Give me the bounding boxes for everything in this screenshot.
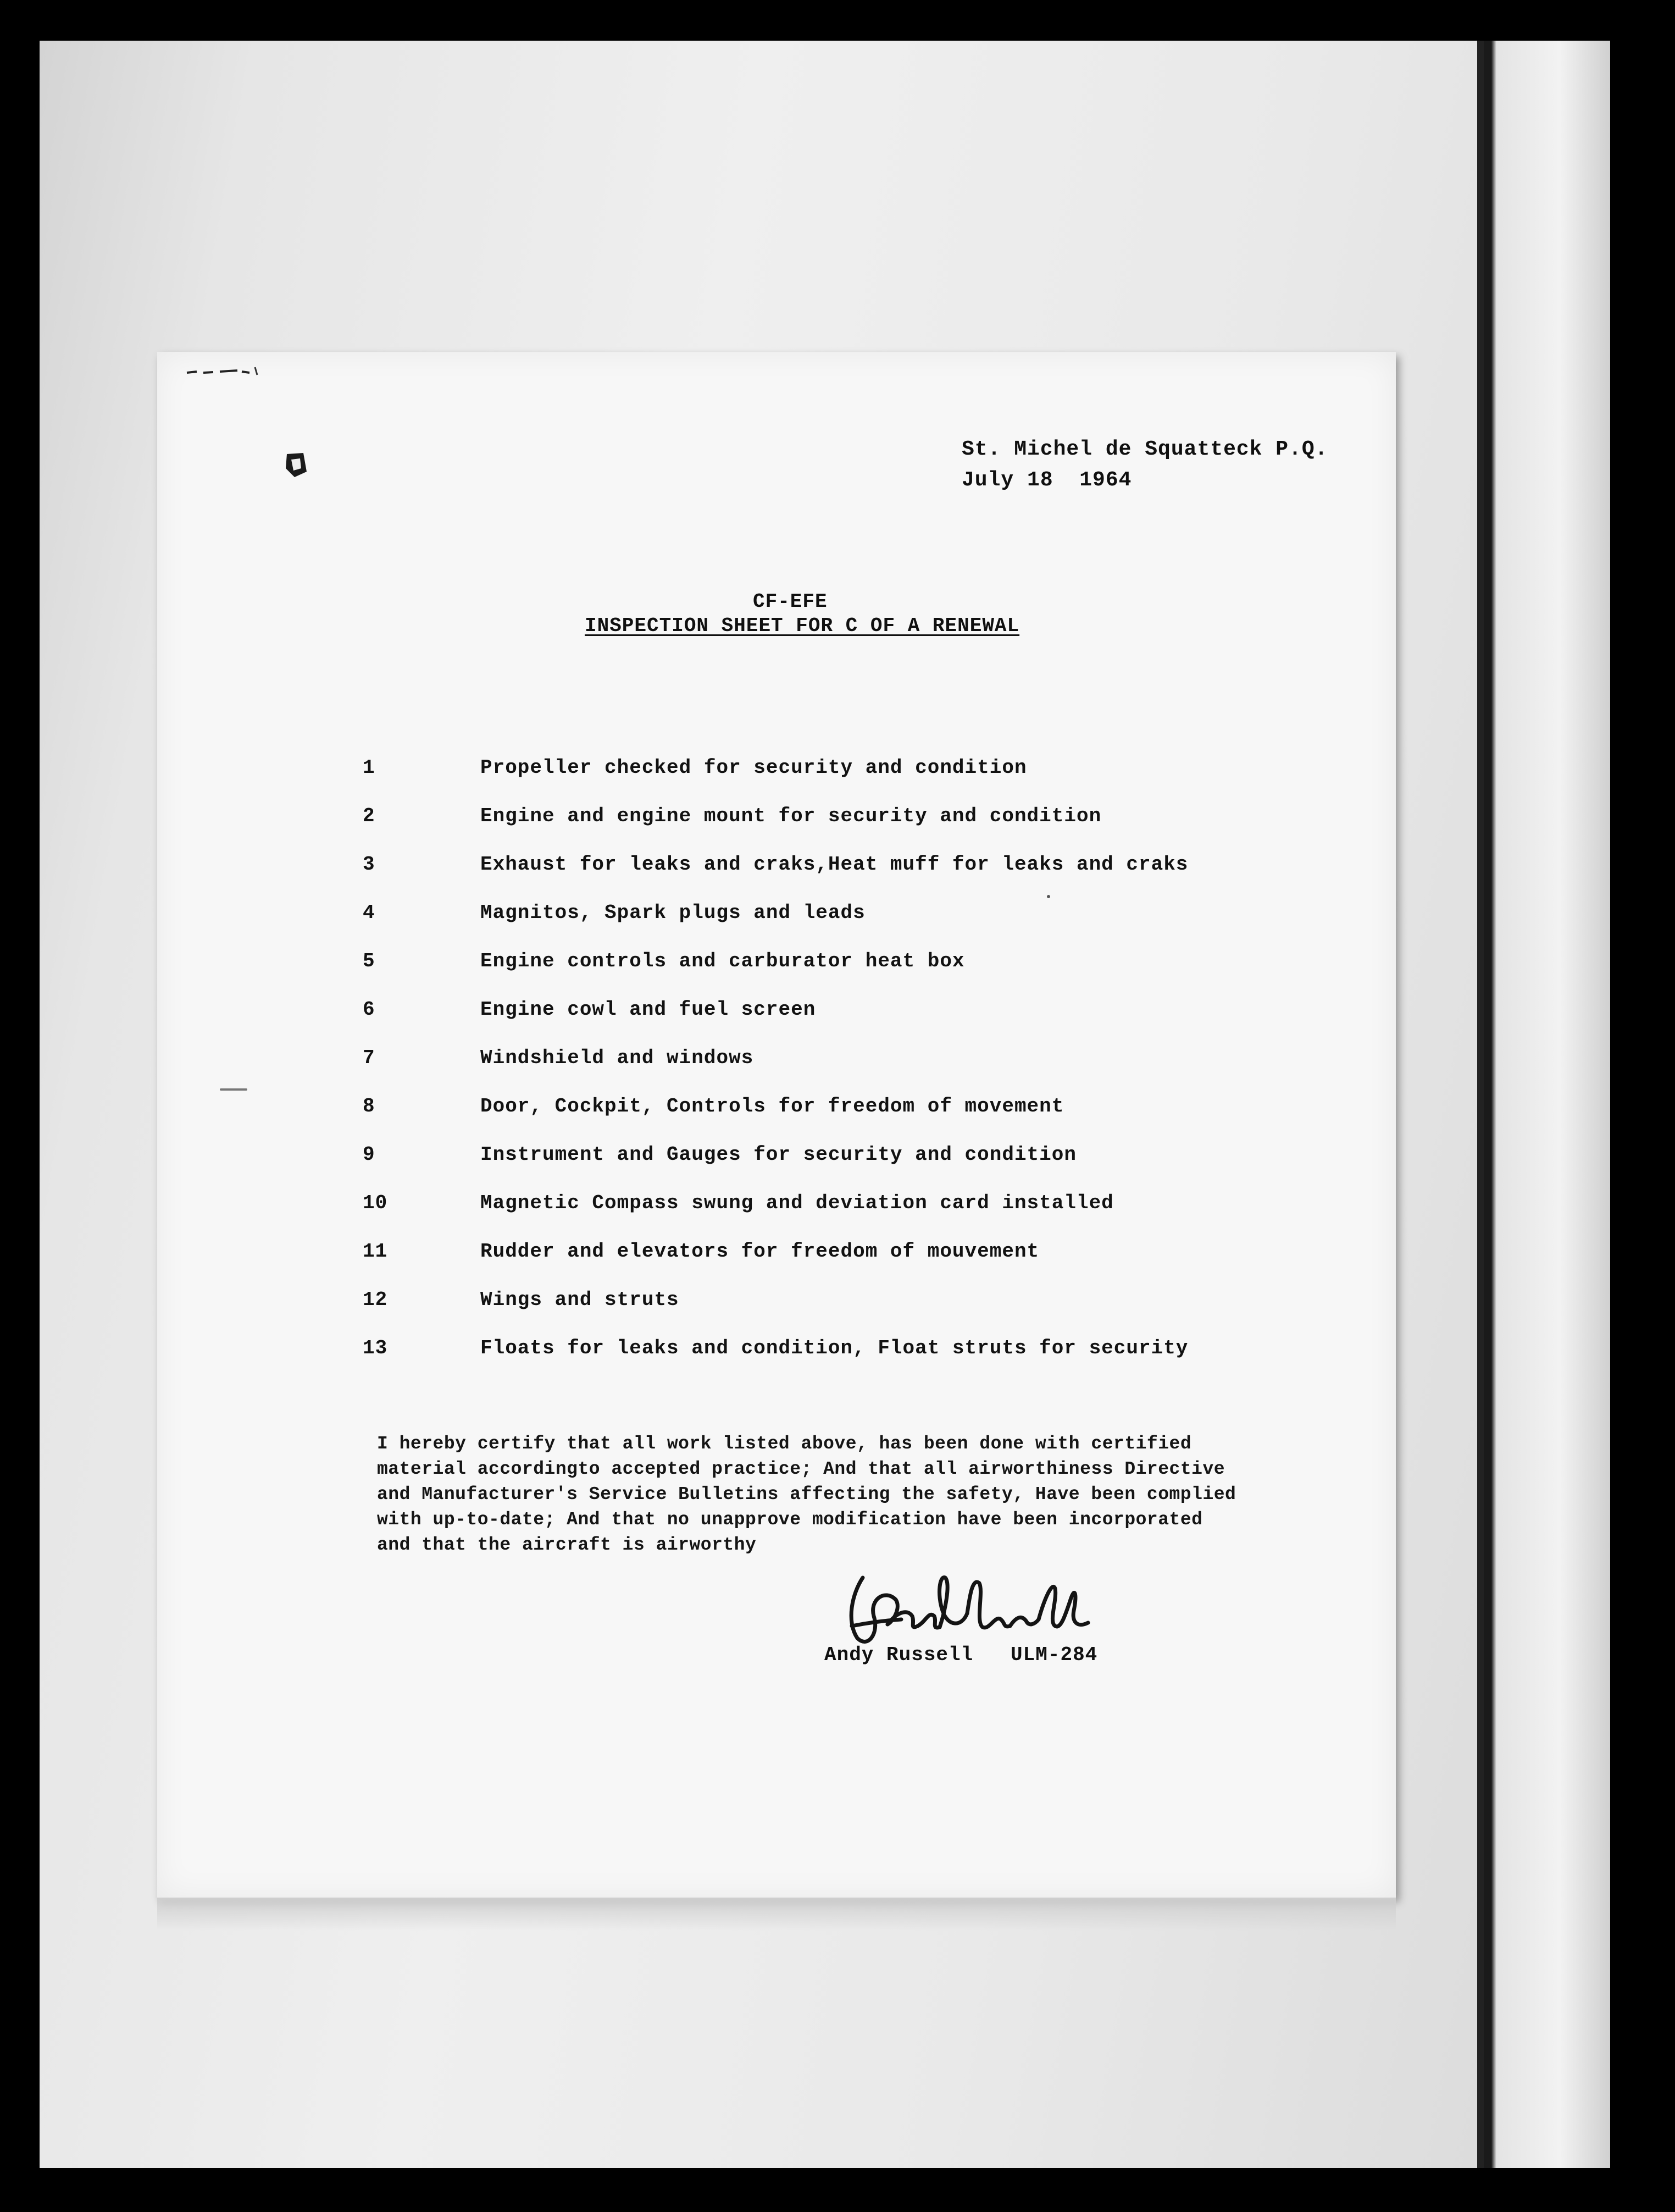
item-text: Engine controls and carburator heat box xyxy=(480,950,965,972)
item-number: 1 xyxy=(363,756,375,779)
item-text: Instrument and Gauges for security and condition xyxy=(480,1143,1077,1166)
date-line: July 18 1964 xyxy=(962,468,1132,492)
item-text: Rudder and elevators for freedom of mouvement xyxy=(480,1240,1040,1263)
checklist-item xyxy=(363,1192,1407,1240)
item-text: Wings and struts xyxy=(480,1289,679,1311)
item-number: 11 xyxy=(363,1240,388,1263)
item-number: 6 xyxy=(363,998,375,1021)
speck xyxy=(1047,895,1050,898)
item-text: Engine and engine mount for security and condition xyxy=(480,805,1102,827)
certification-statement: I hereby certify that all work listed above, has been done with certified material accordingto accepted practice; And that all airworthiness Directive and Manufacturer's Service Bulletins affecting the safety, Have been complied with up-to-date; And that no unapprove modification have been incorporated and that the aircraft is airworthy xyxy=(377,1434,1236,1555)
item-number: 12 xyxy=(363,1289,388,1311)
item-text: Magnetic Compass swung and deviation card installed xyxy=(480,1192,1114,1214)
item-text: Floats for leaks and condition, Float struts for security xyxy=(480,1337,1189,1359)
item-number: 8 xyxy=(363,1095,375,1118)
item-text: Exhaust for leaks and craks,Heat muff for leaks and craks xyxy=(480,853,1189,876)
place-line: St. Michel de Squatteck P.Q. xyxy=(962,438,1328,461)
item-number: 5 xyxy=(363,950,375,972)
inspection-checklist xyxy=(363,756,1407,1385)
item-text: Magnitos, Spark plugs and leads xyxy=(480,902,866,924)
checklist-item xyxy=(363,1289,1407,1337)
handwritten-signature xyxy=(835,1561,1121,1655)
checklist-item xyxy=(363,1095,1407,1143)
sheet-shadow xyxy=(157,1898,1396,1931)
checklist-item xyxy=(363,902,1407,950)
backing-sheet-edge xyxy=(1484,41,1610,2168)
item-text: Windshield and windows xyxy=(480,1047,754,1069)
item-number: 13 xyxy=(363,1337,388,1359)
item-number: 7 xyxy=(363,1047,375,1069)
item-number: 4 xyxy=(363,902,375,924)
checklist-item xyxy=(363,1337,1407,1385)
checklist-item xyxy=(363,853,1407,902)
checklist-item xyxy=(363,998,1407,1047)
checklist-item xyxy=(363,756,1407,805)
item-text: Door, Cockpit, Controls for freedom of movement xyxy=(480,1095,1064,1118)
signer-name-and-licence: Andy Russell ULM-284 xyxy=(824,1644,1098,1666)
document-heading: INSPECTION SHEET FOR C OF A RENEWAL xyxy=(585,615,1020,637)
corner-marks xyxy=(185,363,273,379)
item-number: 10 xyxy=(363,1192,388,1214)
punch-hole-mark xyxy=(282,450,310,479)
item-number: 2 xyxy=(363,805,375,827)
item-number: 9 xyxy=(363,1143,375,1166)
item-text: Propeller checked for security and condition xyxy=(480,756,1027,779)
checklist-item xyxy=(363,950,1407,998)
aircraft-registration: CF-EFE xyxy=(753,590,828,613)
checklist-item xyxy=(363,1240,1407,1289)
item-text: Engine cowl and fuel screen xyxy=(480,998,816,1021)
checklist-item xyxy=(363,805,1407,853)
speck xyxy=(220,1088,247,1091)
checklist-item xyxy=(363,1143,1407,1192)
item-number: 3 xyxy=(363,853,375,876)
checklist-item xyxy=(363,1047,1407,1095)
